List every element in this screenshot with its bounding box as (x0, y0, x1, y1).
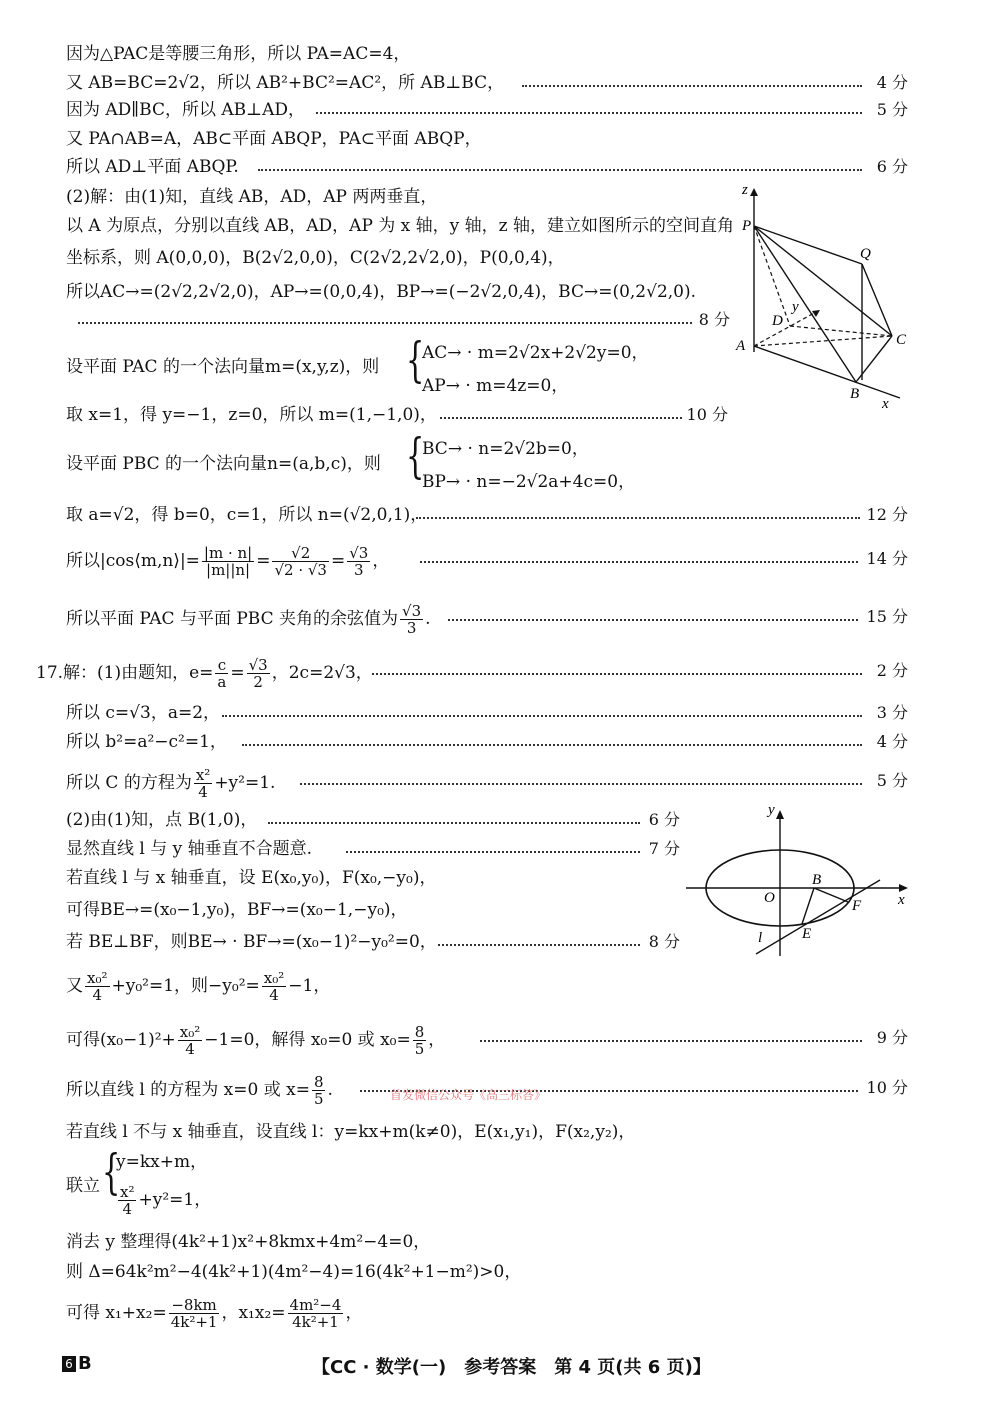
denominator: 3 (354, 561, 364, 579)
label-C: C (896, 332, 907, 348)
leader-dots (522, 83, 862, 87)
segment-BE (802, 888, 814, 924)
watermark: 首发微信公众号《高三标答》 (390, 1088, 547, 1102)
formula-line (66, 1024, 445, 1057)
fraction (413, 1024, 427, 1057)
score-mark: 10 分 (686, 405, 728, 424)
numerator: √3 (349, 544, 369, 562)
denominator: 5 (313, 1090, 324, 1108)
text-line: (2)由(1)知，点 B(1,0)， (66, 810, 258, 830)
fraction (118, 1184, 136, 1217)
score-mark: 10 分 (866, 1078, 908, 1097)
score-mark: 14 分 (866, 549, 908, 568)
text-line: 可得BE→=(x₀−1,y₀)，BF→=(x₀−1,−y₀)， (66, 900, 408, 920)
text-line: 因为△PAC是等腰三角形，所以 PA=AC=4， (66, 44, 411, 64)
z-arrow-icon (750, 188, 758, 196)
text-line: 以 A 为原点，分别以直线 AB，AD，AP 为 x 轴，y 轴，z 轴，建立如图所示的空间直角 (66, 216, 735, 236)
formula-line (66, 970, 330, 1003)
leader-dots (416, 515, 860, 519)
numerator: x₀² (87, 969, 108, 987)
formula-text: 所以|cos⟨m,n⟩|= (66, 551, 200, 571)
brace: { (102, 1144, 121, 1200)
denominator: 4 (185, 1040, 195, 1058)
denominator: 4k²+1 (170, 1313, 218, 1331)
leader-dots (448, 617, 858, 621)
formula-text: 所以直线 l 的方程为 x=0 或 x= (66, 1080, 310, 1100)
text-line: 取 a=√2，得 b=0，c=1，所以 n=(√2,0,1)， (66, 505, 428, 525)
formula-text: 又 (66, 976, 83, 996)
system-line: BP→ · n=−2√2a+4c=0， (422, 472, 636, 492)
system-line: BC→ · n=2√2b=0， (422, 439, 589, 459)
fraction (215, 657, 228, 690)
label-E: E (802, 926, 812, 942)
leader-dots (316, 110, 862, 114)
formula-text: = (256, 551, 271, 571)
score-mark: 2 分 (876, 661, 908, 680)
numerator: x² (195, 766, 211, 784)
leader-dots (222, 713, 862, 717)
formula-text: . (425, 609, 431, 629)
label-y: y (768, 802, 775, 818)
formula-text: 所以平面 PAC 与平面 PBC 夹角的余弦值为 (66, 609, 399, 629)
denominator: 4k²+1 (292, 1313, 339, 1331)
text-line: 若直线 l 与 x 轴垂直，设 E(x₀,y₀)，F(x₀,−y₀)， (66, 868, 437, 888)
edge-PQ (754, 226, 862, 264)
label-l: l (758, 930, 763, 946)
footer-title: 【CC · 数学(一) 参考答案 第 4 页(共 6 页)】 (312, 1357, 711, 1378)
formula-line (116, 1184, 211, 1217)
text-line: 因为 AD∥BC，所以 AB⊥AD， (66, 100, 306, 120)
numerator: √3 (248, 656, 268, 674)
score-mark: 8 分 (698, 310, 730, 329)
numerator: −8km (169, 1297, 220, 1314)
fraction (202, 545, 254, 578)
leader-dots (372, 671, 862, 675)
score-mark: 15 分 (866, 607, 908, 626)
fraction (312, 1074, 326, 1107)
score-mark: 12 分 (866, 505, 908, 524)
formula-text: ，x₁x₂= (221, 1303, 286, 1323)
leader-dots (420, 559, 858, 563)
text-line: (2)解：由(1)知，直线 AB，AD，AP 两两垂直， (66, 187, 438, 207)
leader-dots (346, 849, 640, 853)
denominator: 2 (253, 673, 263, 691)
label-y: y (792, 299, 799, 315)
numerator: √3 (402, 602, 422, 620)
fraction (288, 1297, 344, 1330)
label-x: x (882, 396, 889, 412)
label-Q: Q (860, 246, 871, 262)
edge-PB (754, 226, 856, 382)
formula-line (66, 545, 389, 578)
formula-text: . (327, 1080, 333, 1100)
label-B: B (850, 386, 860, 402)
coordinate-3d-figure (728, 180, 918, 412)
score-mark: 9 分 (876, 1028, 908, 1047)
formula-text: ，2c=2√3， (271, 663, 373, 683)
edge-DC (790, 326, 892, 336)
text-line: 消去 y 整理得(4k²+1)x²+8kmx+4m²−4=0， (66, 1232, 431, 1252)
y-axis (754, 312, 816, 346)
score-mark: 4 分 (876, 73, 908, 92)
formula-text: 17.解：(1)由题知，e= (36, 663, 214, 683)
fraction (400, 603, 423, 636)
leader-dots (440, 415, 682, 419)
text-line: 设平面 PAC 的一个法向量m=(x,y,z)，则 (66, 357, 380, 377)
leader-dots (268, 820, 640, 824)
text-line: 所以AC→=(2√2,2√2,0)，AP→=(0,0,4)，BP→=(−2√2,0,4)，BC→=(0,2√2,0). (66, 282, 697, 302)
denominator: 4 (269, 986, 279, 1004)
text-line: 则 Δ=64k²m²−4(4k²+1)(4m²−4)=16(4k²+1−m²)>0， (66, 1262, 522, 1282)
label-B: B (812, 872, 822, 888)
score-mark: 6 分 (876, 157, 908, 176)
numerator: 4m²−4 (289, 1296, 342, 1314)
system-line: AP→ · m=4z=0， (422, 376, 569, 396)
formula-text: −1， (288, 976, 331, 996)
system-line: AC→ · m=2√2x+2√2y=0， (422, 343, 649, 363)
denominator: a (217, 673, 227, 691)
numerator: 8 (414, 1023, 425, 1041)
formula-text: ， (428, 1030, 446, 1050)
fraction (169, 1297, 220, 1330)
label-z: z (742, 182, 748, 198)
denominator: 4 (92, 986, 103, 1004)
numerator: √2 (272, 545, 329, 562)
edge-AC (754, 336, 892, 346)
denominator: √2 · √3 (274, 561, 327, 579)
score-mark: 4 分 (876, 732, 908, 751)
text-line: 若直线 l 不与 x 轴垂直，设直线 l：y=kx+m(k≠0)，E(x₁,y₁)，F(x₂,y₂)， (66, 1122, 636, 1142)
text-line: 显然直线 l 与 y 轴垂直不合题意. (66, 839, 313, 859)
label-P: P (742, 218, 752, 234)
score-mark: 3 分 (876, 703, 908, 722)
denominator: 4 (198, 783, 208, 801)
fraction (347, 545, 370, 578)
text-line: 所以 b²=a²−c²=1， (66, 732, 227, 752)
score-mark: 8 分 (648, 932, 680, 951)
leader-dots (438, 942, 640, 946)
formula-line (66, 767, 275, 800)
page-badge: 6 (62, 1356, 76, 1372)
edge-QC (862, 264, 892, 336)
label-D: D (772, 313, 783, 329)
fraction (178, 1024, 203, 1057)
numerator: c (215, 657, 228, 674)
fraction (85, 970, 110, 1003)
denominator: 3 (406, 619, 417, 637)
score-mark: 5 分 (876, 771, 908, 790)
formula-line (66, 1297, 362, 1330)
formula-text: ， (345, 1303, 363, 1323)
formula-line (66, 603, 431, 636)
numerator: x₀² (263, 969, 285, 987)
text-line: 设平面 PBC 的一个法向量n=(a,b,c)，则 (66, 454, 381, 474)
edition-label: B (78, 1353, 92, 1374)
formula-text: 可得(x₀−1)²+ (66, 1030, 176, 1050)
leader-dots (480, 1038, 862, 1042)
denominator: |m||n| (206, 561, 251, 579)
formula-text: +y₀²=1，则−y₀²= (111, 976, 260, 996)
x-arrow-icon (899, 884, 908, 892)
text-line: 取 x=1，得 y=−1，z=0，所以 m=(1,−1,0)， (66, 405, 437, 425)
label-F: F (852, 898, 862, 914)
formula-text: = (330, 551, 346, 571)
text-line: 又 AB=BC=2√2，所以 AB²+BC²=AC²，所 AB⊥BC， (66, 73, 505, 93)
formula-text: 可得 x₁+x₂= (66, 1303, 167, 1323)
formula-text: = (230, 663, 245, 683)
text-line: 又 PA∩AB=A，AB⊂平面 ABQP，PA⊂平面 ABQP， (66, 129, 482, 149)
formula-text: −1=0，解得 x₀=0 或 x₀= (204, 1030, 411, 1050)
formula-text: ， (372, 551, 390, 571)
y-arrow-icon (776, 810, 784, 819)
score-mark: 6 分 (648, 810, 680, 829)
numerator: |m · n| (203, 544, 253, 562)
numerator: 8 (313, 1073, 324, 1091)
formula-line (36, 657, 373, 690)
system-line: y=kx+m， (116, 1152, 208, 1172)
leader-dots (242, 742, 862, 746)
label-A: A (736, 338, 746, 354)
text-line: 若 BE⊥BF，则BE→ · BF→=(x₀−1)²−y₀²=0， (66, 932, 437, 952)
formula-text: 所以 C 的方程为 (66, 773, 192, 793)
formula-line (66, 1074, 333, 1107)
score-mark: 5 分 (876, 100, 908, 119)
formula-text: +y²=1. (214, 773, 276, 793)
text-line: 坐标系，则 A(0,0,0)，B(2√2,0,0)，C(2√2,2√2,0)，P(0,0,4)， (66, 248, 565, 268)
fraction (194, 767, 212, 800)
brace: { (406, 332, 425, 388)
fraction (272, 545, 329, 578)
leader-dots (300, 781, 862, 785)
fraction (247, 657, 270, 690)
label-O: O (764, 890, 775, 906)
formula-text: +y²=1， (138, 1190, 212, 1210)
segment-BF (814, 888, 848, 902)
denominator: 4 (122, 1200, 133, 1218)
leader-dots (258, 167, 862, 171)
brace: { (406, 428, 425, 484)
leader-dots (78, 320, 692, 324)
score-mark: 7 分 (648, 839, 680, 858)
numerator: x₀² (179, 1023, 201, 1041)
label-x: x (898, 892, 905, 908)
text-line: 所以 c=√3，a=2， (66, 703, 221, 723)
denominator: 5 (414, 1040, 425, 1058)
numerator: x² (120, 1183, 135, 1201)
text-line: 联立 (66, 1176, 100, 1196)
fraction (262, 970, 287, 1003)
text-line: 所以 AD⊥平面 ABQP. (66, 157, 239, 177)
ellipse-figure (686, 800, 916, 960)
